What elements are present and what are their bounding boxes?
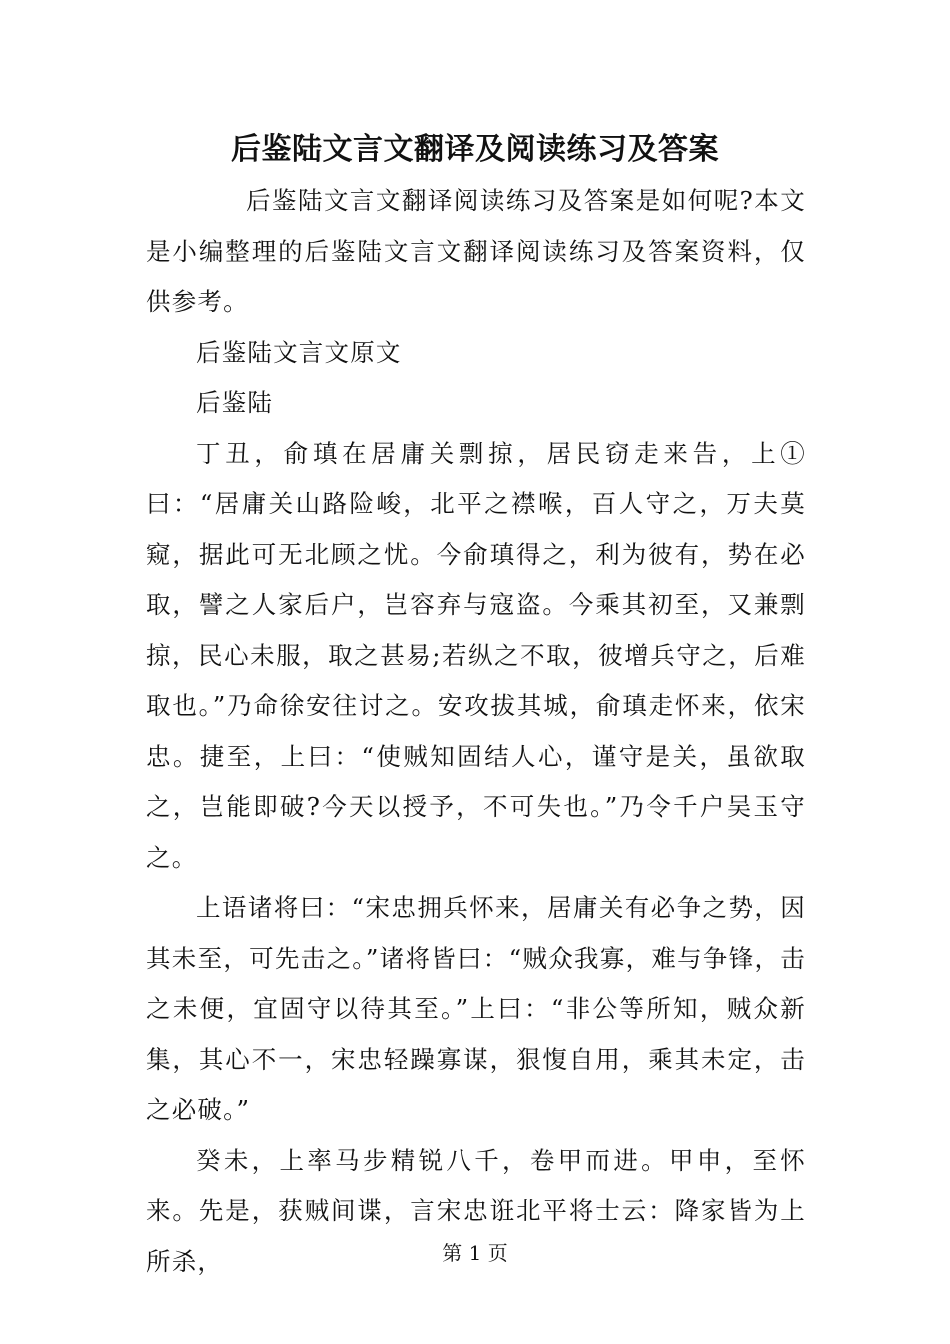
body-paragraph: 癸未，上率马步精锐八千，卷甲而进。甲申，至怀来。先是，获贼间谍，言宋忠诳北平将士云：降家皆为上所杀， [146, 1145, 806, 1276]
page-number: 第 1 页 [442, 1241, 508, 1265]
body-paragraph: 丁丑，俞瑱在居庸关剽掠，居民窃走来告，上①曰：“居庸关山路险峻，北平之襟喉，百人守之，万夫莫窥，据此可无北顾之忧。今俞瑱得之，利为彼有，势在必取，譬之人家后户，岂容弃与寇盗。今乘其初至，又兼剽掠，民心未服，取之甚易;若纵之不取，彼增兵守之，后难取也。”乃命徐安往讨之。安攻拔其城，俞瑱走怀来，依宋忠。捷至，上曰：“使贼知固结人心，谨守是关，虽欲取之，岂能即破?今天以授予，不可失也。”乃令千户吴玉守之。 [146, 438, 806, 872]
article-title: 后鉴陆 [196, 388, 274, 417]
intro-paragraph: 后鉴陆文言文翻译阅读练习及答案是如何呢?本文是小编整理的后鉴陆文言文翻译阅读练习及答案资料，仅供参考。 [146, 186, 806, 316]
body-paragraph: 上语诸将曰：“宋忠拥兵怀来，居庸关有必争之势，因其未至，可先击之。”诸将皆曰：“贼众我寡，难与争锋，击之未便，宜固守以待其至。”上曰：“非公等所知，贼众新集，其心不一，宋忠轻躁寡谋，狠愎自用，乘其未定，击之必破。” [146, 893, 806, 1124]
document-title: 后鉴陆文言文翻译及阅读练习及答案 [231, 132, 719, 167]
section-heading-original-text: 后鉴陆文言文原文 [196, 337, 402, 367]
document-body [146, 176, 806, 1287]
